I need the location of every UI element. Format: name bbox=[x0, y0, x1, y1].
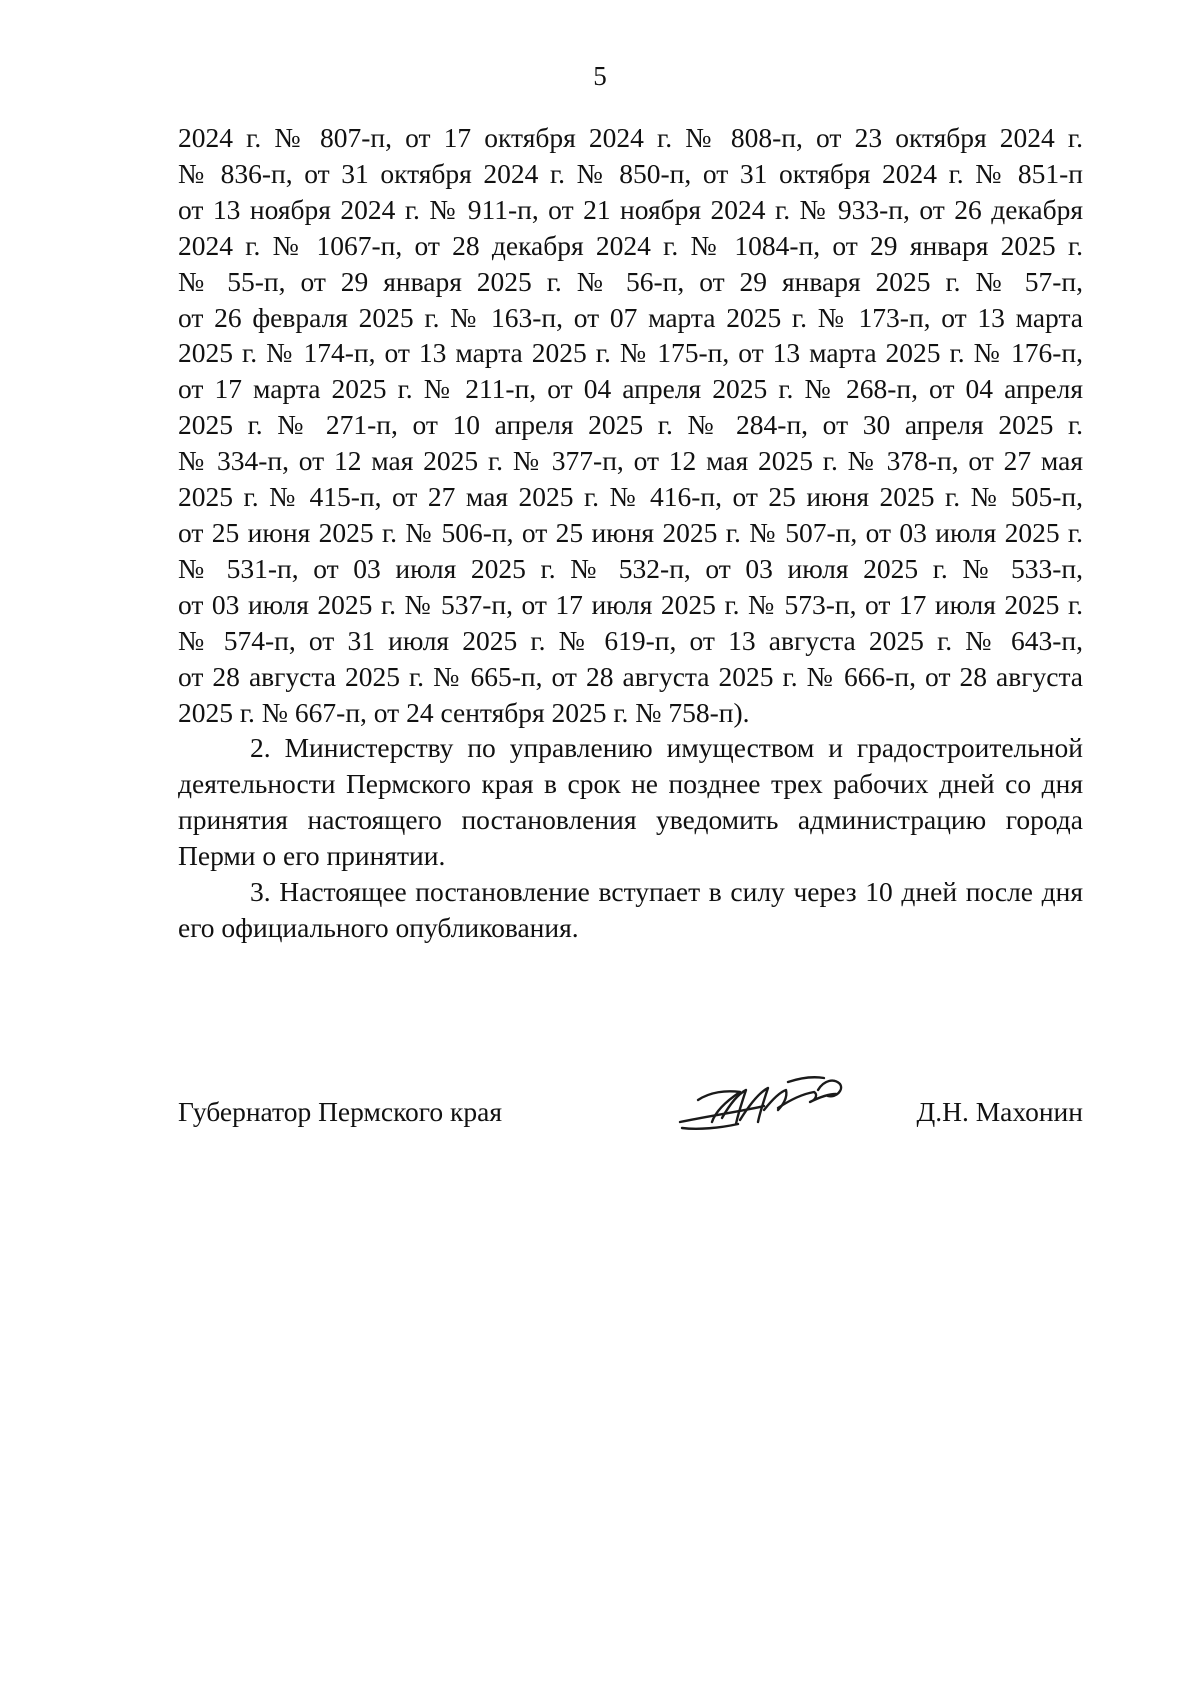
body-line: № 531-п, от 03 июля 2025 г. № 532-п, от 03 июля 2025 г. № 533-п, bbox=[178, 552, 1083, 584]
paragraph-2-line: 2. Министерству по управлению имуществом и градостроительной bbox=[250, 732, 1083, 764]
paragraph-2-line: Перми о его принятии. bbox=[178, 840, 446, 872]
body-line: № 334-п, от 12 мая 2025 г. № 377-п, от 12 мая 2025 г. № 378-п, от 27 мая bbox=[178, 445, 1083, 477]
body-line: № 55-п, от 29 января 2025 г. № 56-п, от 29 января 2025 г. № 57-п, bbox=[178, 265, 1083, 297]
body-line: от 17 марта 2025 г. № 211-п, от 04 апреля 2025 г. № 268-п, от 04 апреля bbox=[178, 373, 1083, 405]
paragraph-2-line: деятельности Пермского края в срок не позднее трех рабочих дней со дня bbox=[178, 768, 1083, 800]
body-line: № 836-п, от 31 октября 2024 г. № 850-п, от 31 октября 2024 г. № 851-п bbox=[178, 157, 1083, 189]
body-line: от 25 июня 2025 г. № 506-п, от 25 июня 2025 г. № 507-п, от 03 июля 2025 г. bbox=[178, 516, 1083, 548]
paragraph-3-line: 3. Настоящее постановление вступает в силу через 10 дней после дня bbox=[250, 876, 1083, 908]
signatory-name: Д.Н. Махонин bbox=[916, 1096, 1083, 1127]
paragraph-3-line: его официального опубликования. bbox=[178, 911, 579, 943]
body-line: № 574-п, от 31 июля 2025 г. № 619-п, от 13 августа 2025 г. № 643-п, bbox=[178, 624, 1083, 656]
signatory-position: Губернатор Пермского края bbox=[178, 1096, 502, 1127]
signature-block bbox=[178, 1090, 1083, 1150]
body-line: 2025 г. № 667-п, от 24 сентября 2025 г. № 758-п). bbox=[178, 696, 750, 728]
body-line: от 03 июля 2025 г. № 537-п, от 17 июля 2025 г. № 573-п, от 17 июля 2025 г. bbox=[178, 588, 1083, 620]
page-number: 5 bbox=[593, 61, 607, 91]
body-line: 2024 г. № 1067-п, от 28 декабря 2024 г. № 1084-п, от 29 января 2025 г. bbox=[178, 229, 1083, 261]
body-line: 2025 г. № 174-п, от 13 марта 2025 г. № 175-п, от 13 марта 2025 г. № 176-п, bbox=[178, 337, 1083, 369]
body-line: от 26 февраля 2025 г. № 163-п, от 07 марта 2025 г. № 173-п, от 13 марта bbox=[178, 301, 1083, 333]
body-line: 2025 г. № 271-п, от 10 апреля 2025 г. № 284-п, от 30 апреля 2025 г. bbox=[178, 409, 1083, 441]
handwritten-signature bbox=[668, 1070, 868, 1140]
body-line: 2024 г. № 807-п, от 17 октября 2024 г. № 808-п, от 23 октября 2024 г. bbox=[178, 122, 1083, 153]
paragraph-2-line: принятия настоящего постановления уведомить администрацию города bbox=[178, 804, 1083, 836]
body-line: от 13 ноября 2024 г. № 911-п, от 21 ноября 2024 г. № 933-п, от 26 декабря bbox=[178, 193, 1083, 225]
body-line: 2025 г. № 415-п, от 27 мая 2025 г. № 416-п, от 25 июня 2025 г. № 505-п, bbox=[178, 481, 1083, 513]
body-line: от 28 августа 2025 г. № 665-п, от 28 августа 2025 г. № 666-п, от 28 августа bbox=[178, 660, 1083, 692]
document-body bbox=[178, 120, 1083, 946]
